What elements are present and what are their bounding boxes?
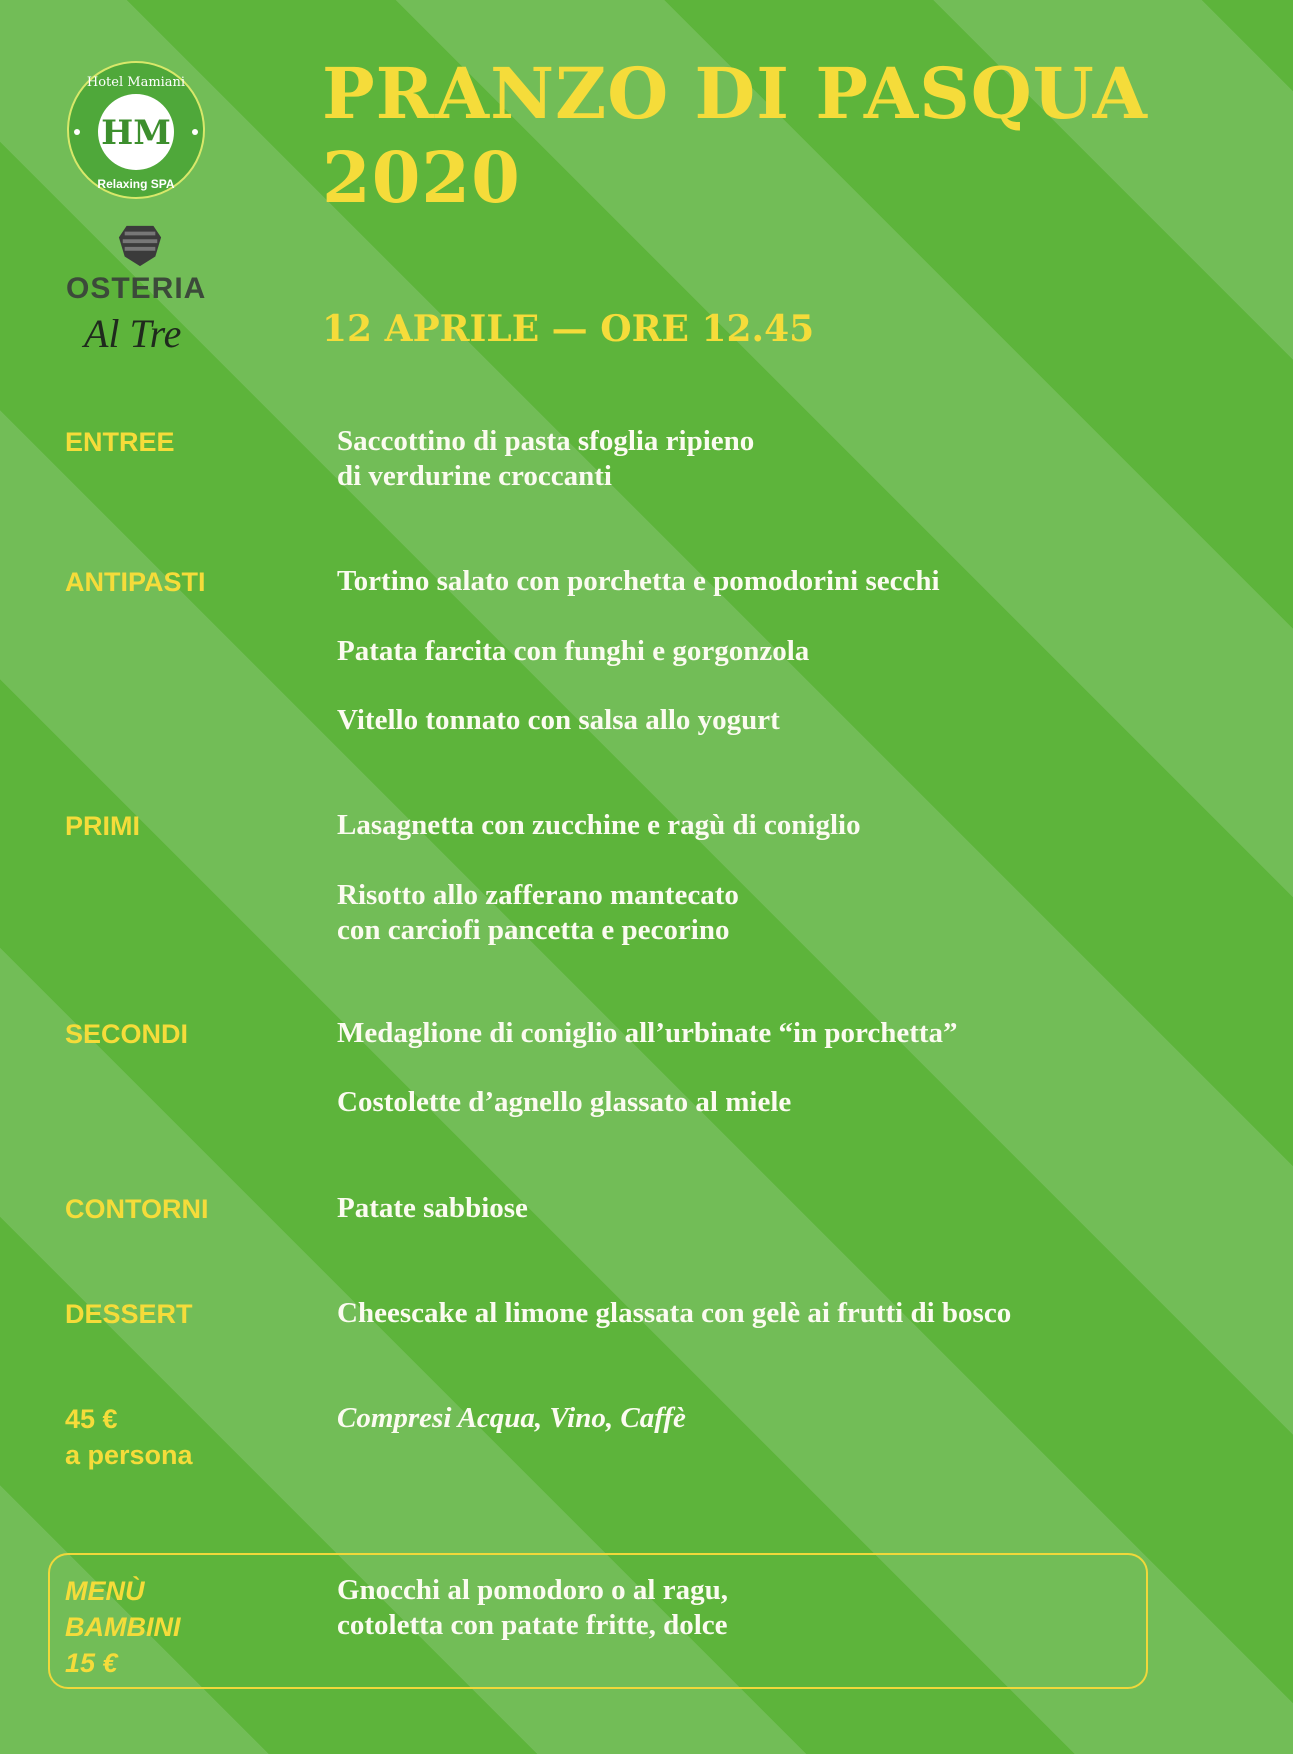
- menu-item: Tortino salato con porchetta e pomodorini secchi: [337, 565, 940, 597]
- menu-item: Vitello tonnato con salsa allo yogurt: [337, 704, 780, 736]
- hotel-mamiani-logo: [66, 60, 206, 200]
- osteria-logo-text: OSTERIA: [66, 272, 207, 305]
- menu-item: Medaglione di coniglio all’urbinate “in porchetta”: [337, 1017, 958, 1049]
- title-line2: 2020: [322, 136, 521, 219]
- event-date: 12 APRILE — ORE 12.45: [322, 308, 815, 350]
- page-title: [322, 52, 1148, 220]
- menu-item: Patata farcita con funghi e gorgonzola: [337, 635, 810, 667]
- section-label-secondi: SECONDI: [65, 1019, 189, 1049]
- price-note: Compresi Acqua, Vino, Caffè: [337, 1402, 686, 1434]
- menu-item: con carciofi pancetta e pecorino: [337, 914, 730, 946]
- menu-item: Lasagnetta con zucchine e ragù di coniglio: [337, 809, 861, 841]
- section-label-antipasti: ANTIPASTI: [65, 567, 206, 597]
- section-label-contorni: CONTORNI: [65, 1194, 209, 1224]
- menu-item: Patate sabbiose: [337, 1192, 528, 1224]
- price-unit: a persona: [65, 1440, 193, 1470]
- kids-menu-item: cotoletta con patate fritte, dolce: [337, 1609, 728, 1641]
- title-line1: PRANZO DI PASQUA: [322, 52, 1148, 135]
- osteria-logo-subtitle: Al Tre: [84, 311, 182, 356]
- kids-menu-price: 15 €: [65, 1648, 118, 1678]
- menu-item: di verdurine croccanti: [337, 460, 612, 492]
- price-amount: 45 €: [65, 1404, 118, 1434]
- menu-item: Saccottino di pasta sfoglia ripieno: [337, 425, 755, 457]
- hotel-logo-monogram: HM: [101, 113, 171, 153]
- section-label-primi: PRIMI: [65, 811, 141, 841]
- kids-menu-item: Gnocchi al pomodoro o al ragu,: [337, 1574, 728, 1606]
- kids-menu-label: MENÙ: [65, 1576, 145, 1606]
- menu-item: Risotto allo zafferano mantecato: [337, 879, 739, 911]
- kids-menu-label: BAMBINI: [65, 1612, 181, 1642]
- section-label-entree: ENTREE: [65, 427, 175, 457]
- osteria-shield-icon: [116, 222, 164, 268]
- hotel-logo-bottom-text: Relaxing SPA: [97, 177, 175, 191]
- menu-item: Cheescake al limone glassata con gelè ai frutti di bosco: [337, 1297, 1012, 1329]
- section-label-dessert: DESSERT: [65, 1299, 193, 1329]
- hotel-logo-top-text: Hotel Mamiani: [86, 75, 186, 90]
- menu-item: Costolette d’agnello glassato al miele: [337, 1086, 792, 1118]
